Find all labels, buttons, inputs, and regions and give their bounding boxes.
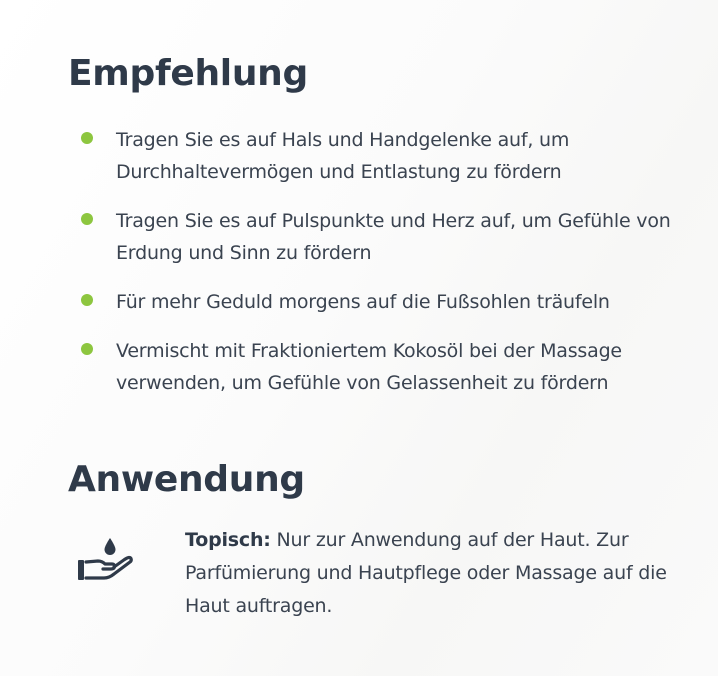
list-item-text: Vermischt mit Fraktioniertem Kokosöl bei der Massage verwenden, um Gefühle von Gelassenheit zu fördern: [116, 340, 622, 394]
usage-label: Topisch:: [185, 529, 271, 551]
list-item: [0, 286, 718, 318]
bullet-dot-icon: [81, 294, 93, 306]
recommendation-heading: Empfehlung: [68, 53, 308, 94]
usage-description: [185, 524, 675, 623]
list-item-text: Tragen Sie es auf Pulspunkte und Herz auf, um Gefühle von Erdung und Sinn zu fördern: [116, 210, 671, 264]
list-item: [0, 205, 718, 269]
usage-heading: Anwendung: [68, 459, 305, 500]
list-item-text: Tragen Sie es auf Hals und Handgelenke auf, um Durchhaltevermögen und Entlastung zu fördern: [116, 129, 570, 183]
bullet-dot-icon: [81, 213, 93, 225]
hand-drop-icon: [76, 538, 136, 584]
recommendation-list: [0, 124, 718, 416]
bullet-dot-icon: [81, 132, 93, 144]
list-item: [0, 124, 718, 188]
usage-text: Nur zur Anwendung auf der Haut. Zur Parfümierung und Hautpflege oder Massage auf die Haut auftragen.: [185, 529, 667, 617]
bullet-dot-icon: [81, 343, 93, 355]
list-item: [0, 335, 718, 399]
list-item-text: Für mehr Geduld morgens auf die Fußsohlen träufeln: [116, 291, 610, 313]
